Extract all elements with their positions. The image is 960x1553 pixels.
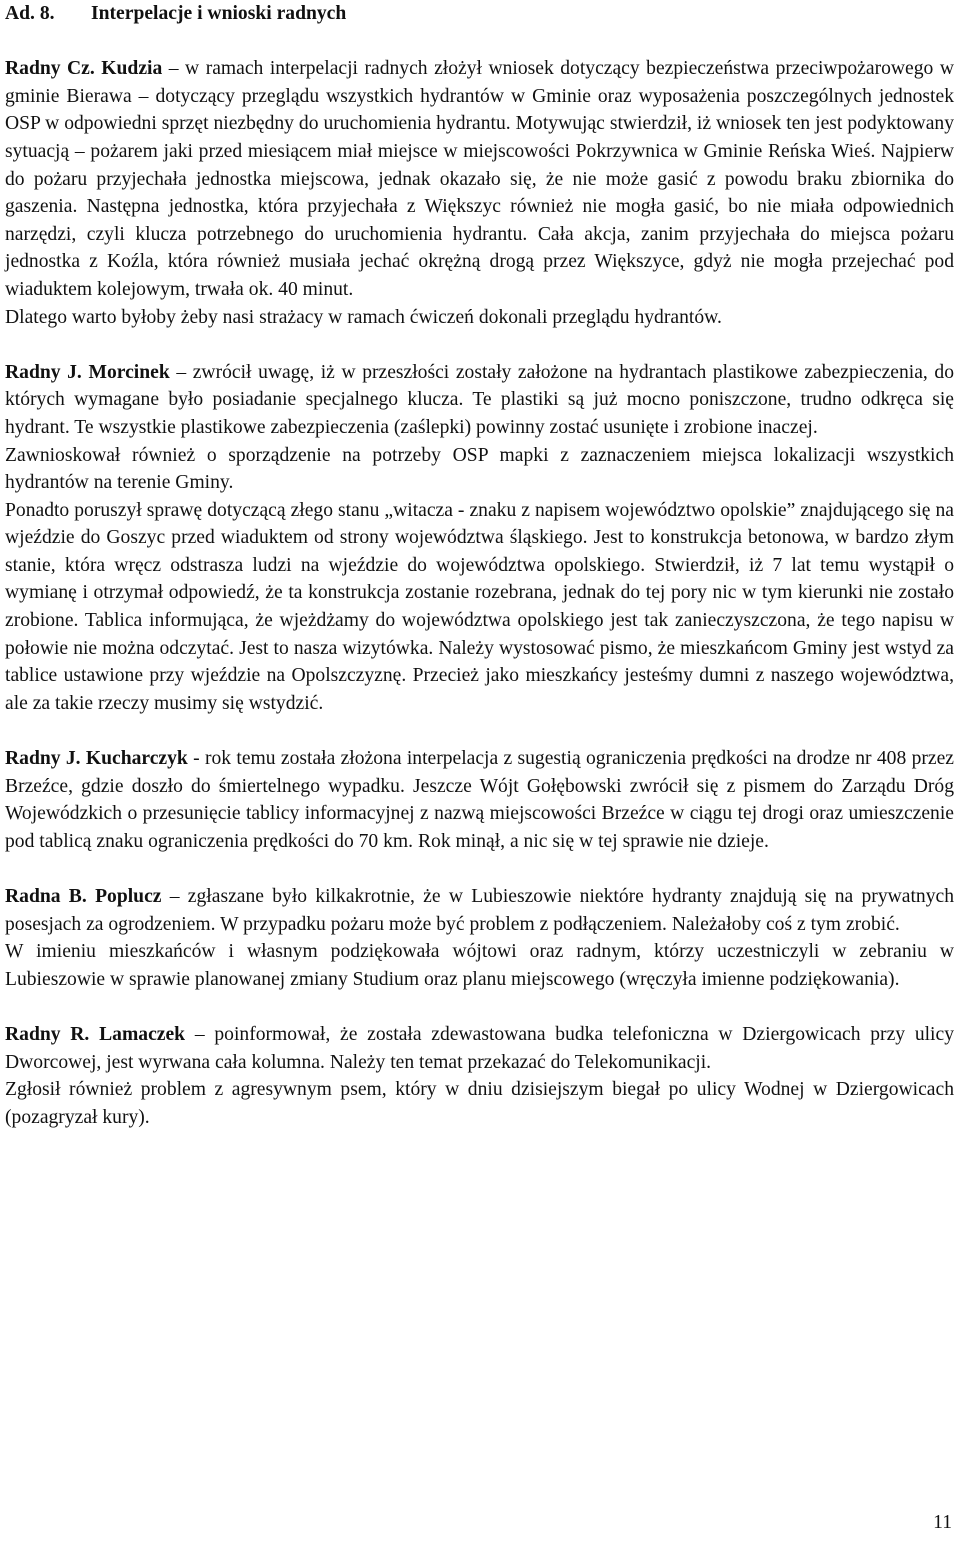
speaker-prefix: Radny Cz. (5, 58, 95, 80)
speaker-prefix: Radny J. (5, 361, 82, 383)
entry-morcinek-paragraph-3: Ponadto poruszył sprawę dotyczącą złego stanu „witacza - znaku z napisem województwo opolskie” znajdującego się na wjeździe do Goszyc przed wiaduktem od strony województwa śląskiego. Jest to konstrukcja betonowa, w bardzo złym stanie, która wręcz odstrasza ludzi na wjeździe do województwa opolskiego. Stwierdził, iż 7 lat temu wystąpił o wymianę i otrzymał odpowiedź, że ta konstrukcja zostanie rozebrana, jednak do tej pory nic w tym kierunki nie zostało zrobione. Tablica informująca, że wjeżdżamy do województwa opolskiego jest tak zanieczyszczona, że tego napisu w połowie nie można odczytać. Jest to nasza wizytówka. Należy wystosować pismo, że mieszkańcom Gminy jest wstyd za tablice ustawione przy wjeździe na Opolszczyznę. Przecież jako mieszkańcy jesteśmy dumni z naszego województwa, ale za takie rzeczy musimy się wstydzić. (5, 499, 954, 714)
entry-morcinek-paragraph-2: Zawnioskował również o sporządzenie na potrzeby OSP mapki z zaznaczeniem miejsca lokalizacji wszystkich hydrantów na terenie Gminy. (5, 444, 954, 494)
paragraph-text: – w ramach interpelacji radnych złożył wniosek dotyczący bezpieczeństwa przeciwpożarowego w gminie Bierawa – dotyczący przeglądu wszystkich hydrantów w Gminie oraz wyposażenia poszczególnych jednostek OSP w odpowiedni sprzęt niezbędny do uruchomienia hydrantu. Motywując stwierdził, iż wniosek ten jest podyktowany sytuacją – pożarem jaki przed miesiącem miał miejsce w miejscowości Pokrzywnica w Gminie Reńska Wieś. Najpierw do pożaru przyjechała jednostka miejscowa, jednak okazało się, że nie może gasić z powodu braku zbiornika do gaszenia. Następna jednostka, która przyjechała z Większyc również nie mogła gasić, bo nie miała odpowiednich narzędzi, czyli klucza potrzebnego do uruchomienia hydrantu. Cała akcja, zanim przyjechała do miejsca pożaru jednostka z Koźla, która również musiała jechać okrężną drogą przez Większyce, gdyż nie mogła przejechać pod wiaduktem kolejowym, trwała ok. 40 minut. (5, 58, 954, 300)
entry-morcinek-paragraph-1 (5, 359, 954, 442)
entry-kudzia-paragraph-1 (5, 55, 954, 303)
speaker-name: Kucharczyk (85, 748, 188, 770)
section-number: Ad. 8. (5, 3, 55, 24)
entry-kudzia-paragraph-2: Dlatego warto byłoby żeby nasi strażacy w ramach ćwiczeń dokonali przeglądu hydrantów. (5, 306, 722, 328)
paragraph-text: poinformował, że została zdewastowana budka telefoniczna w Dziergowicach przy ulicy Dworcowej, jest wyrwana cała kolumna. Należy ten temat przekazać do Telekomunikacji. (5, 1023, 954, 1073)
entry-poplucz-paragraph-1 (5, 883, 954, 938)
document-page (5, 0, 954, 1131)
dash: – (194, 1023, 205, 1045)
speaker-prefix: Radna B. (5, 886, 87, 907)
dash: – (176, 361, 187, 383)
speaker-name: Kudzia (101, 58, 163, 80)
entry-kucharczyk-paragraph-1 (5, 745, 954, 855)
speaker-name: Lamaczek (99, 1023, 186, 1045)
paragraph-text: zwrócił uwagę, iż w przeszłości zostały założone na hydrantach plastikowe zabezpieczenia, do których wymagane było posiadanie specjalnego klucza. Te plastiki są już mocno poniszczone, trudno odkręca się hydrant. Te wszystkie plastikowe zabezpieczenia (zaślepki) powinny zostać usunięte i zrobione inaczej. (5, 361, 955, 438)
entry-poplucz-paragraph-2: W imieniu mieszkańców i własnym podziękowała wójtowi oraz radnym, którzy uczestniczyli w zebraniu w Lubieszowie w sprawie planowanej zmiany Studium oraz planu miejscowego (wręczyła imienne podziękowania). (5, 941, 954, 990)
paragraph-text: – zgłaszane było kilkakrotnie, że w Lubieszowie niektóre hydranty znajdują się na prywatnych posesjach za ogrodzeniem. W przypadku pożaru może być problem z podłączeniem. Należałoby coś z tym zrobić. (5, 886, 954, 935)
speaker-prefix: Radny R. (5, 1023, 90, 1045)
section-heading (5, 0, 954, 28)
speaker-prefix: Radny J. (5, 748, 81, 770)
paragraph-text: - rok temu została złożona interpelacja z sugestią ograniczenia prędkości na drodze nr 408 przez Brzeźce, gdzie doszło do śmiertelnego wypadku. Jeszcze Wójt Gołębowski zwrócił się z pismem do Zarządu Dróg Wojewódzkich o przesunięcie tablicy informacyjnej z nazwą miejscowości Brzeźce w ciągu tej drogi oraz umieszczenie pod tablicą znaku ograniczenia prędkości do 70 km. Rok minął, a nic się w tej sprawie nie dzieje. (5, 748, 954, 852)
page-number: 11 (933, 1512, 952, 1533)
section-title: Interpelacje i wnioski radnych (91, 3, 347, 24)
speaker-name: Poplucz (95, 886, 162, 907)
entry-lamaczek-paragraph-1 (5, 1021, 954, 1076)
entry-lamaczek-paragraph-2: Zgłosił również problem z agresywnym psem, który w dniu dzisiejszym biegał po ulicy Wodnej w Dziergowicach (pozagryzał kury). (5, 1079, 954, 1128)
speaker-name: Morcinek (88, 361, 170, 383)
